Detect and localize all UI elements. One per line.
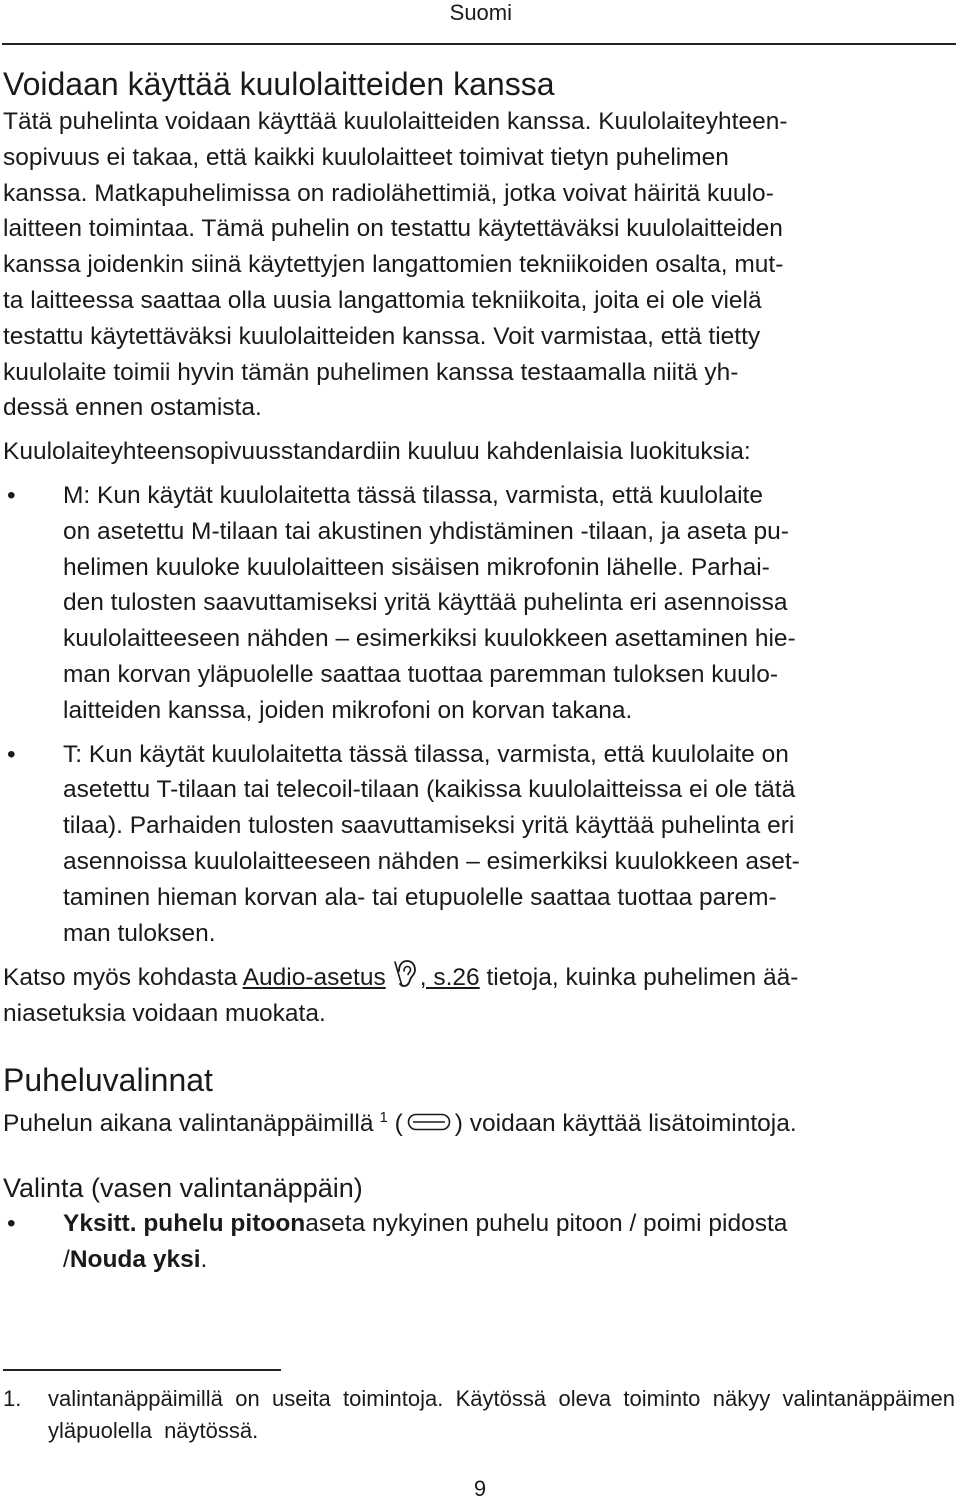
page-content <box>3 64 953 1277</box>
list-item-line: man tuloksen. <box>63 919 216 947</box>
rating-list <box>3 478 953 951</box>
list-item-line: asetettu T-tilaan tai telecoil-tilaan (kaikissa kuulolaitteissa ei ole tätä <box>63 776 796 804</box>
paragraph-line: kanssa. Matkapuhelimissa on radiolähettimiä, jotka voivat häiritä kuulo- <box>3 179 774 207</box>
section-title-call-options: Puheluvalinnat <box>3 1061 213 1098</box>
footnote-number: 1. <box>3 1386 22 1411</box>
footnote-text: valintanäppäimillä on useita toimintoja. Käytössä oleva toiminto näkyy valintanäppäimen yläpuolella näytössä. <box>48 1386 955 1443</box>
paragraph-line: Tätä puhelinta voidaan käyttää kuulolaitteiden kanssa. Kuulolaiteyhteen- <box>3 108 788 135</box>
list-item-line: M: Kun käytät kuulolaitetta tässä tilassa, varmista, että kuulolaite <box>63 481 763 509</box>
intro-text: Puhelun aikana valintanäppäimillä <box>3 1109 374 1137</box>
list-item-m-rating <box>3 478 953 729</box>
list-item-hold-call <box>3 1206 953 1278</box>
paragraph-line: dessä ennen ostamista. <box>3 394 262 422</box>
footnote <box>3 1383 955 1447</box>
list-item-line: man korvan yläpuolelle saattaa tuottaa paremman tuloksen kuulo- <box>63 660 778 688</box>
header-divider <box>2 43 956 45</box>
footnote-divider <box>3 1369 281 1371</box>
header-language: Suomi <box>449 0 512 25</box>
intro-text-end: voidaan käyttää lisätoimintoja. <box>462 1109 797 1137</box>
option-separator: / <box>63 1245 70 1273</box>
list-item-line: T: Kun käytät kuulolaitetta tässä tilassa, varmista, että kuulolaite on <box>63 740 789 768</box>
audio-settings-link-label: Audio-asetus <box>242 964 386 992</box>
page-number: 9 <box>473 1476 487 1501</box>
paragraph-line: kuulolaite toimii hyvin tämän puhelimen kanssa testaamalla niitä yh- <box>3 358 739 386</box>
list-item-line: asennoissa kuulolaitteeseen nähden – esimerkiksi kuulokkeen aset- <box>63 847 800 875</box>
option-label-retrieve: Nouda yksi <box>69 1245 201 1273</box>
paren-close: ) <box>454 1109 463 1137</box>
soft-keys-icon <box>407 1113 451 1131</box>
footnote-reference[interactable]: 1 <box>379 1108 388 1126</box>
bullet-icon: • <box>7 740 16 768</box>
paragraph-line: testattu käytettäväksi kuulolaitteiden kanssa. Voit varmistaa, että tietty <box>3 322 761 350</box>
list-item-line: taminen hieman korvan ala- tai etupuolelle saattaa tuottaa parem- <box>63 883 777 911</box>
paragraph-line: ta laitteessa saattaa olla uusia langattomia tekniikoita, joita ei ole vielä <box>3 286 762 314</box>
bullet-icon: • <box>7 1209 16 1237</box>
see-also-line-2: niasetuksia voidaan muokata. <box>3 1000 326 1028</box>
paragraph-line: laitteen toimintaa. Tämä puhelin on testattu käytettäväksi kuulolaitteiden <box>3 215 783 243</box>
list-item-line: den tulosten saavuttamiseksi yritä käyttää puhelinta eri asennoissa <box>63 589 788 617</box>
audio-settings-link[interactable] <box>243 964 480 991</box>
list-item-line: helimen kuuloke kuulolaitteen sisäisen mikrofonin lähelle. Parhai- <box>63 553 770 581</box>
hearing-aids-paragraph <box>3 104 953 426</box>
option-description: aseta nykyinen puhelu pitoon / poimi pidosta <box>305 1209 788 1237</box>
list-item-line: laitteiden kanssa, joiden mikrofoni on korvan takana. <box>63 696 633 724</box>
option-label-hold: Yksitt. puhelu pitoon <box>63 1209 306 1237</box>
list-item-line: tilaa). Parhaiden tulosten saavuttamiseksi yritä käyttää puhelinta eri <box>63 812 795 840</box>
see-also-line <box>3 959 953 996</box>
option-list <box>3 1206 953 1278</box>
paragraph-line: sopivuus ei takaa, että kaikki kuulolaitteet toimivat tietyn puhelimen <box>3 143 729 171</box>
paren-open: ( <box>387 1109 403 1137</box>
option-end: . <box>200 1245 208 1273</box>
section-title-hearing-aids: Voidaan käyttää kuulolaitteiden kanssa <box>3 66 555 102</box>
list-item-line <box>63 1206 953 1242</box>
subheading-left-softkey: Valinta (vasen valintanäppäin) <box>3 1172 363 1203</box>
page-reference: , s.26 <box>419 964 480 992</box>
see-also-prefix: Katso myös kohdasta <box>3 964 243 992</box>
bullet-icon: • <box>7 481 16 509</box>
see-also-suffix: tietoja, kuinka puhelimen ää- <box>479 964 799 992</box>
ear-icon <box>392 959 418 989</box>
list-item-line <box>63 1242 953 1278</box>
call-options-intro <box>3 1100 953 1142</box>
standards-intro: Kuulolaiteyhteensopivuusstandardiin kuuluu kahdenlaisia luokituksia: <box>3 438 751 466</box>
list-item-t-rating <box>3 737 953 952</box>
paragraph-line: kanssa joidenkin siinä käytettyjen langattomien tekniikoiden osalta, mut- <box>3 251 784 279</box>
list-item-line: kuulolaitteeseen nähden – esimerkiksi kuulokkeen asettaminen hie- <box>63 625 796 653</box>
list-item-line: on asetettu M-tilaan tai akustinen yhdistäminen -tilaan, ja aseta pu- <box>63 517 789 545</box>
